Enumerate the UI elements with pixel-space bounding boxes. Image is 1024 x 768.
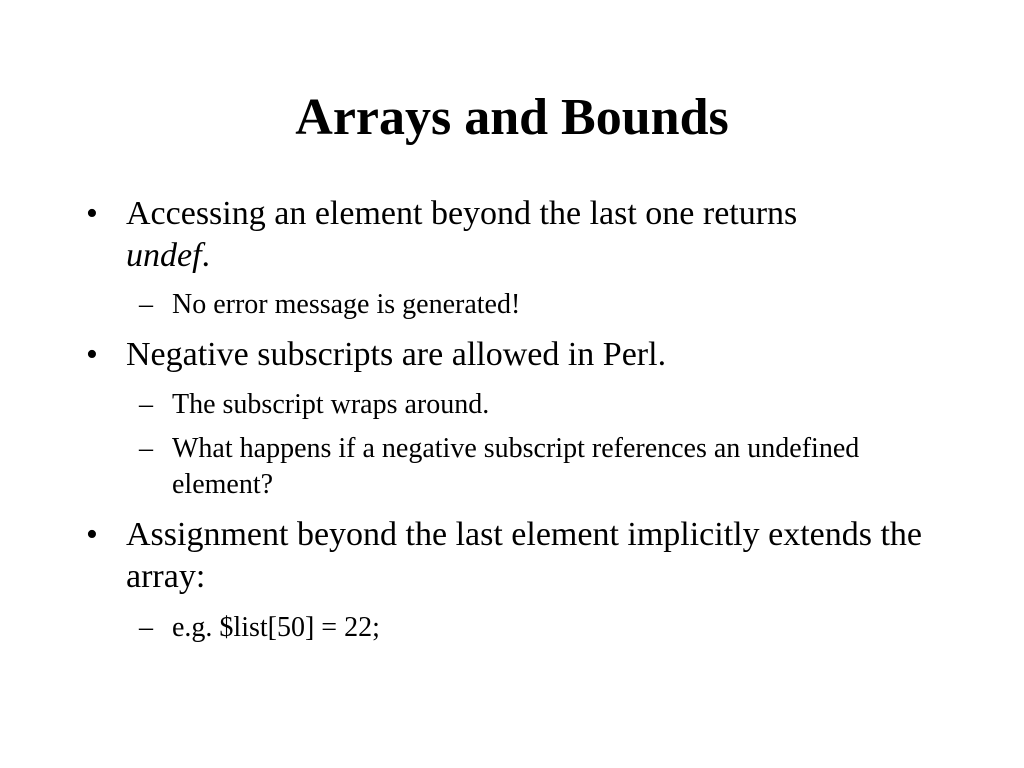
sub-bullet-marker: – <box>139 389 153 420</box>
sub-bullet-text: What happens if a negative subscript references an undefined element? <box>172 433 860 500</box>
bullet-emphasis: undef <box>126 237 202 274</box>
bullet-suffix: . <box>201 237 211 274</box>
sub-bullet-item <box>139 431 892 503</box>
sub-bullet-item <box>139 387 892 423</box>
sub-bullet-marker: – <box>139 433 153 464</box>
bullet-marker: • <box>86 336 98 373</box>
bullet-text: Negative subscripts are allowed in Perl. <box>126 336 667 373</box>
bullet-item <box>86 334 926 376</box>
sub-bullet-text: The subscript wraps around. <box>172 389 490 420</box>
sub-bullet-text: e.g. $list[50] = 22; <box>172 612 380 643</box>
sub-bullet-text: No error message is generated! <box>172 289 521 320</box>
sub-bullet-marker: – <box>139 289 153 320</box>
sub-bullet-item <box>139 610 892 646</box>
sub-bullet-marker: – <box>139 612 153 643</box>
slide-title: Arrays and Bounds <box>295 89 729 146</box>
bullet-item <box>86 193 926 277</box>
bullet-text: Assignment beyond the last element implicitly extends the array: <box>126 516 923 595</box>
bullet-text: Accessing an element beyond the last one returns <box>126 195 798 232</box>
bullet-marker: • <box>86 195 98 232</box>
sub-bullet-item <box>139 287 892 323</box>
bullet-item <box>86 514 926 598</box>
bullet-marker: • <box>86 516 98 553</box>
